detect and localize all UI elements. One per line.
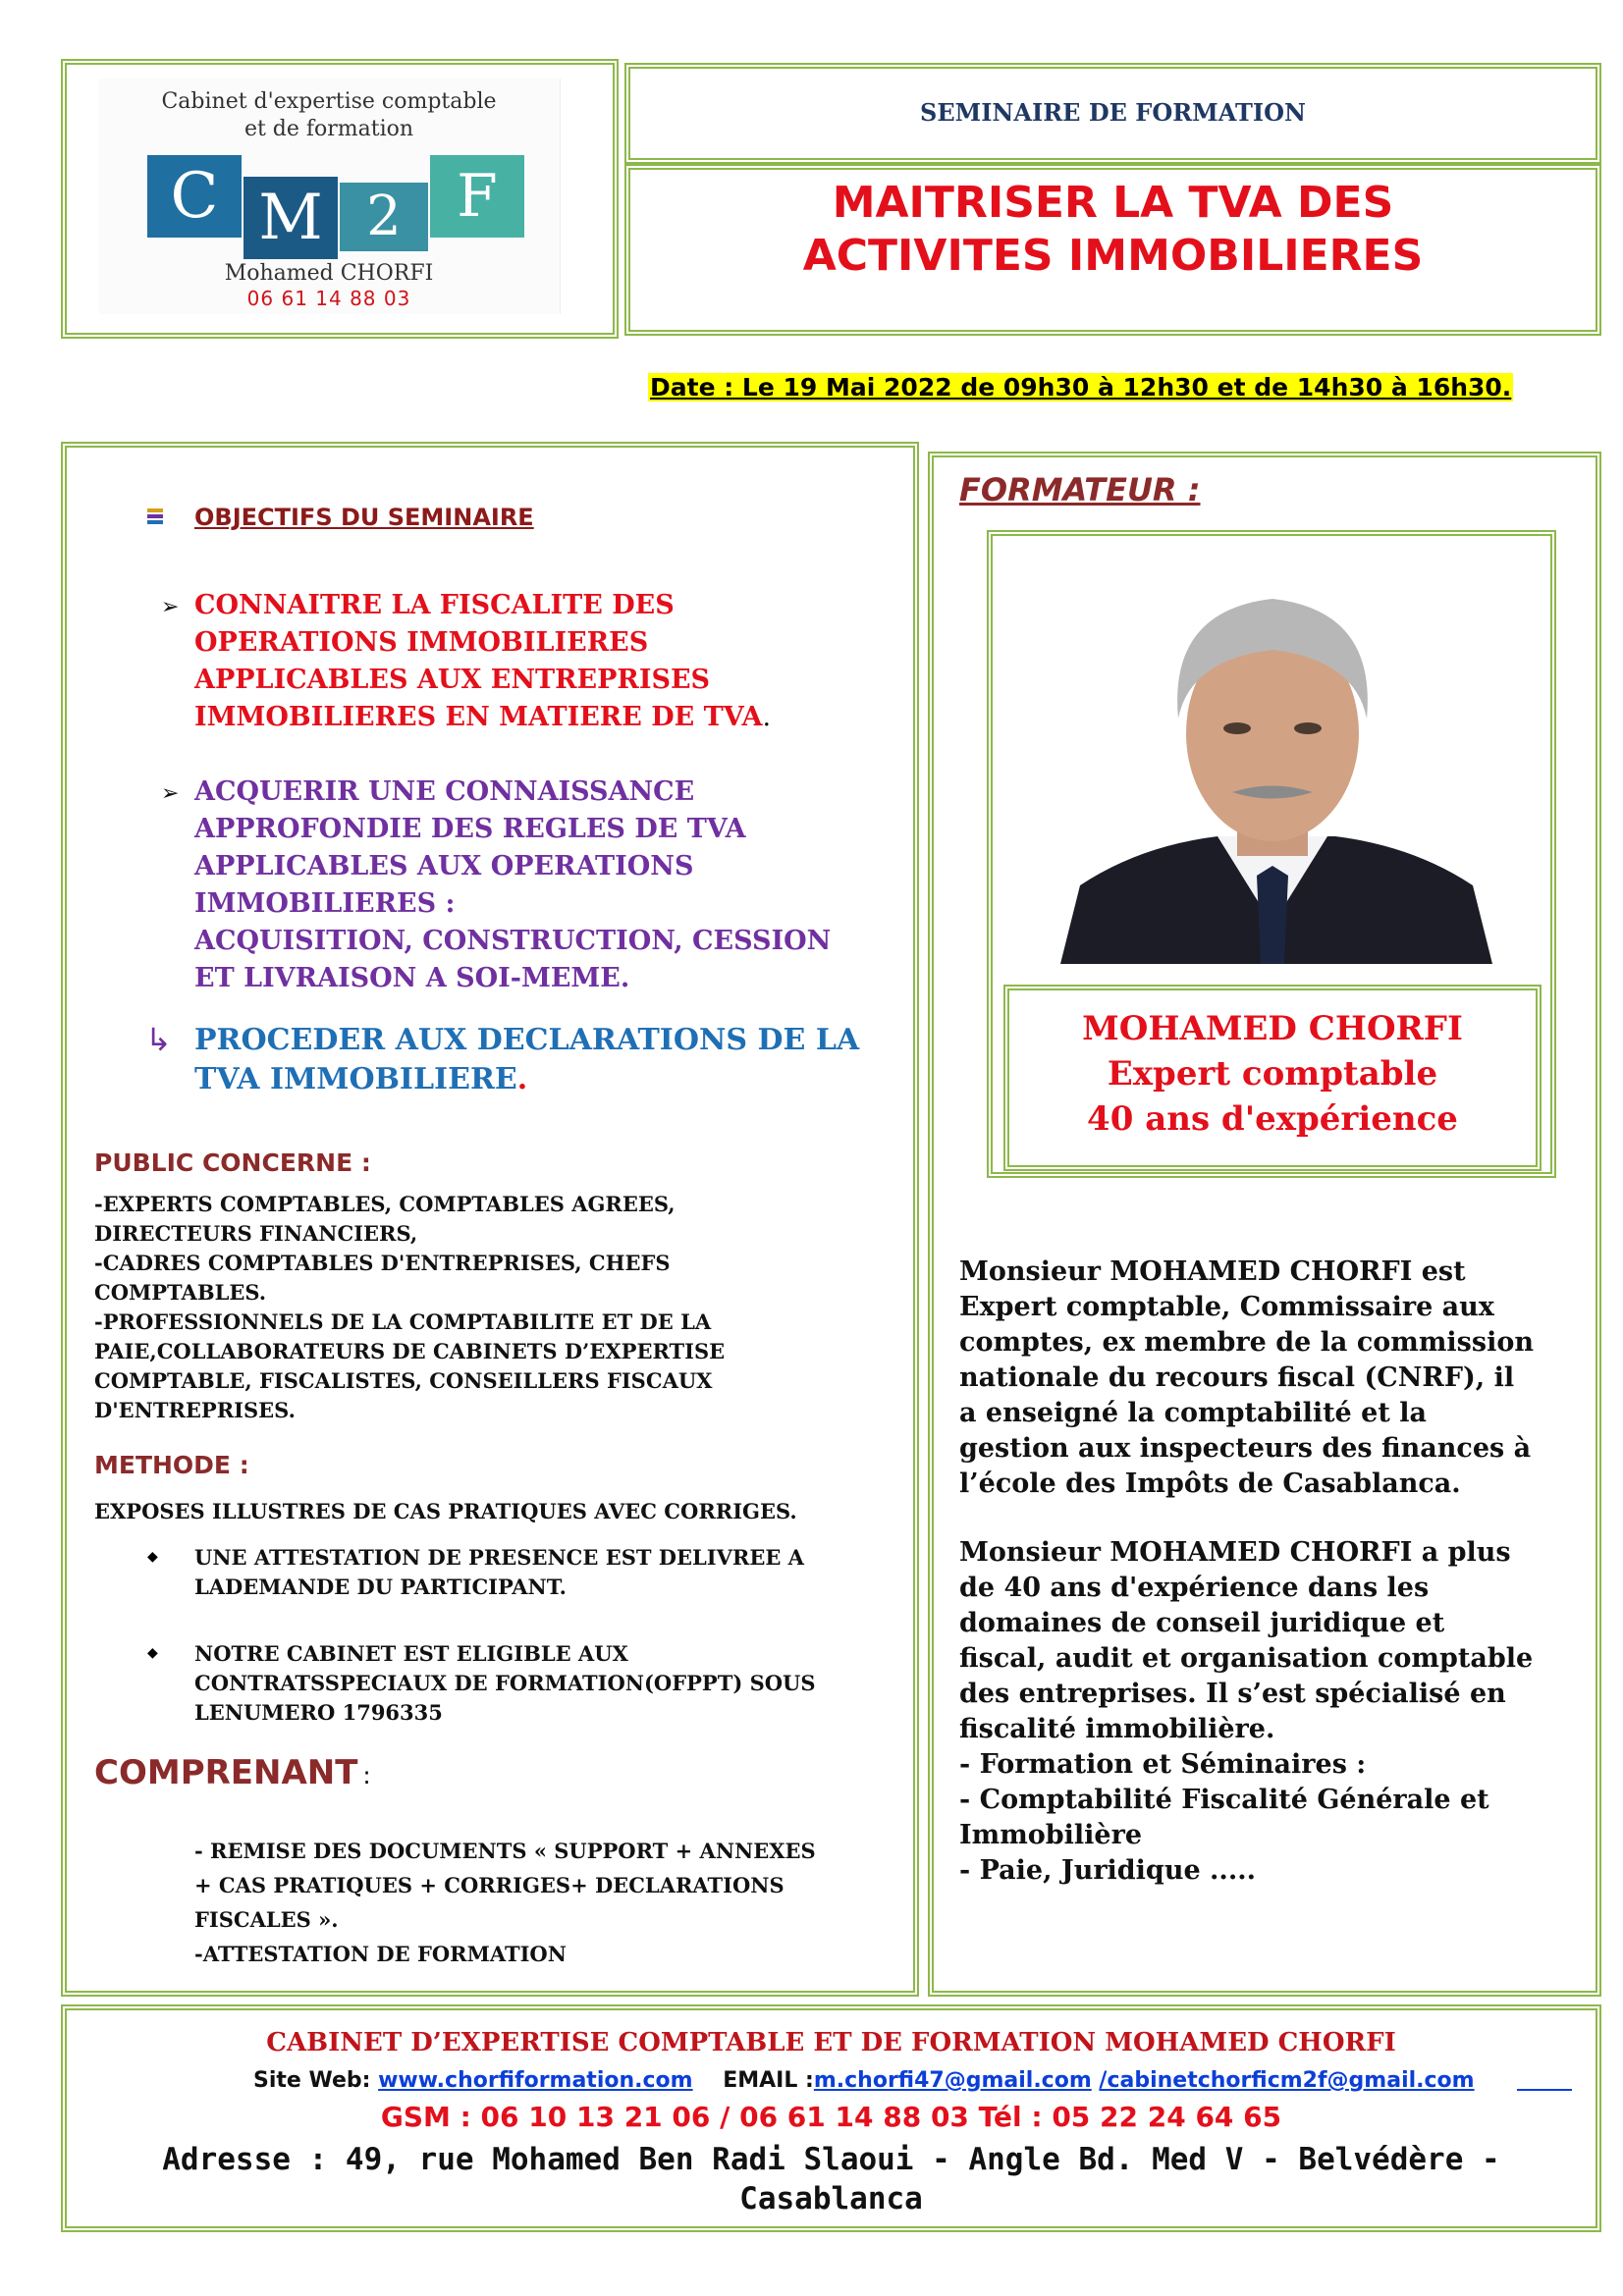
logo-phone: 06 61 14 88 03 (246, 287, 411, 310)
trainer-bio-2: Monsieur MOHAMED CHORFI a plus de 40 ans d'expérience dans les domaines de conseil juridique et fiscal, audit et organisation comptable des entreprises. Il s’est spécialisé en fiscalité immobilière. - Formation et Séminaires : - Comptabilité Fiscalité Générale et Immobilière - Paie, Juridique ..... (959, 1537, 1534, 1886)
hooked-arrow-icon: ↳ (145, 1021, 172, 1058)
website-link[interactable]: www.chorfiformation.com (378, 2068, 693, 2093)
seminar-label: SEMINAIRE DE FORMATION (920, 98, 1306, 127)
seminar-date: Date : Le 19 Mai 2022 de 09h30 à 12h30 et de 14h30 à 16h30. (650, 373, 1512, 401)
seminar-title: MAITRISER LA TVA DES ACTIVITES IMMOBILIERES (802, 178, 1424, 281)
footer-phones: GSM : 06 10 13 21 06 / 06 61 14 88 03 Tél : 05 22 24 64 65 (380, 2101, 1282, 2133)
logo-line2: et de formation (243, 117, 414, 141)
objective-2: ACQUERIR UNE CONNAISSANCE APPROFONDIE DES REGLES DE TVA APPLICABLES AUX OPERATIONS IMMOBILIERES : ACQUISITION, CONSTRUCTION, CESSION ET LIVRAISON A SOI-MEME. (194, 776, 832, 993)
objectives-icon (145, 507, 165, 526)
logo-tile-m: M (243, 177, 338, 259)
footer-address: Adresse : 49, rue Mohamed Ben Radi Slaoui - Angle Bd. Med V - Belvédère - Casablanca (162, 2142, 1500, 2216)
footer-company: CABINET D’EXPERTISE COMPTABLE ET DE FORMATION MOHAMED CHORFI (266, 2028, 1396, 2057)
trainer-name: MOHAMED CHORFI (1082, 1009, 1463, 1048)
diamond-bullet-icon: ◆ (147, 1645, 158, 1661)
trainer-experience: 40 ans d'expérience (1087, 1099, 1458, 1139)
footer-contacts: Site Web: www.chorfiformation.com EMAIL :m.chorfi47@gmail.com /cabinetchorficm2f@gmail.com (253, 2068, 1475, 2093)
objectives-heading: OBJECTIFS DU SEMINAIRE (194, 504, 534, 531)
methode-line: EXPOSES ILLUSTRES DE CAS PRATIQUES AVEC CORRIGES. (94, 1499, 797, 1523)
underline-spacer (1517, 2089, 1572, 2091)
company-logo (98, 79, 561, 314)
logo-tile-2: 2 (340, 183, 428, 251)
arrow-bullet-icon: ➢ (161, 595, 180, 619)
public-list: -EXPERTS COMPTABLES, COMPTABLES AGREES, DIRECTEURS FINANCIERS, -CADRES COMPTABLES D'ENTREPRISES, CHEFS COMPTABLES. -PROFESSIONNELS DE LA COMPTABILITE ET DE LA PAIE,COLLABORATEURS DE CABINETS D’EXPERTISE COMPTABLE, FISCALISTES, CONSEILLERS FISCAUX D'ENTREPRISES. (94, 1192, 726, 1422)
methode-bullet-2: NOTRE CABINET EST ELIGIBLE AUX CONTRATSSPECIAUX DE FORMATION(OFPPT) SOUS LENUMERO 1796335 (194, 1641, 816, 1725)
diamond-bullet-icon: ◆ (147, 1549, 158, 1565)
email-link-1[interactable]: m.chorfi47@gmail.com (813, 2068, 1092, 2093)
arrow-bullet-icon: ➢ (161, 781, 180, 806)
comprenant-heading: COMPRENANT : (94, 1753, 371, 1792)
objective-3: PROCEDER AUX DECLARATIONS DE LA TVA IMMOBILIERE. (194, 1023, 860, 1096)
trainer-photo (1021, 552, 1524, 964)
logo-line1: Cabinet d'expertise comptable (161, 89, 497, 114)
email-link-2[interactable]: /cabinetchorficm2f@gmail.com (1099, 2068, 1475, 2093)
comprenant-list: - REMISE DES DOCUMENTS « SUPPORT + ANNEXES + CAS PRATIQUES + CORRIGES+ DECLARATIONS FISCALES ». -ATTESTATION DE FORMATION (194, 1839, 816, 1966)
trainer-role: Expert comptable (1107, 1054, 1438, 1094)
formateur-heading: FORMATEUR : (959, 471, 1201, 508)
methode-heading: METHODE : (94, 1451, 249, 1479)
trainer-card-text (1003, 1006, 1542, 1142)
logo-tile-c: C (147, 155, 242, 238)
objective-1: CONNAITRE LA FISCALITE DES OPERATIONS IMMOBILIERES APPLICABLES AUX ENTREPRISES IMMOBILIERES EN MATIERE DE TVA. (194, 590, 772, 732)
methode-bullet-1: UNE ATTESTATION DE PRESENCE EST DELIVREE A LADEMANDE DU PARTICIPANT. (194, 1545, 804, 1599)
trainer-bio-1: Monsieur MOHAMED CHORFI est Expert comptable, Commissaire aux comptes, ex membre de la commission nationale du recours fiscal (CNRF), il a enseigné la comptabilité et la gestion aux inspecteurs des finances à l’école des Impôts de Casablanca. (959, 1256, 1534, 1499)
logo-tile-f: F (430, 155, 524, 238)
logo-name: Mohamed CHORFI (224, 261, 434, 286)
public-heading: PUBLIC CONCERNE : (94, 1148, 371, 1177)
